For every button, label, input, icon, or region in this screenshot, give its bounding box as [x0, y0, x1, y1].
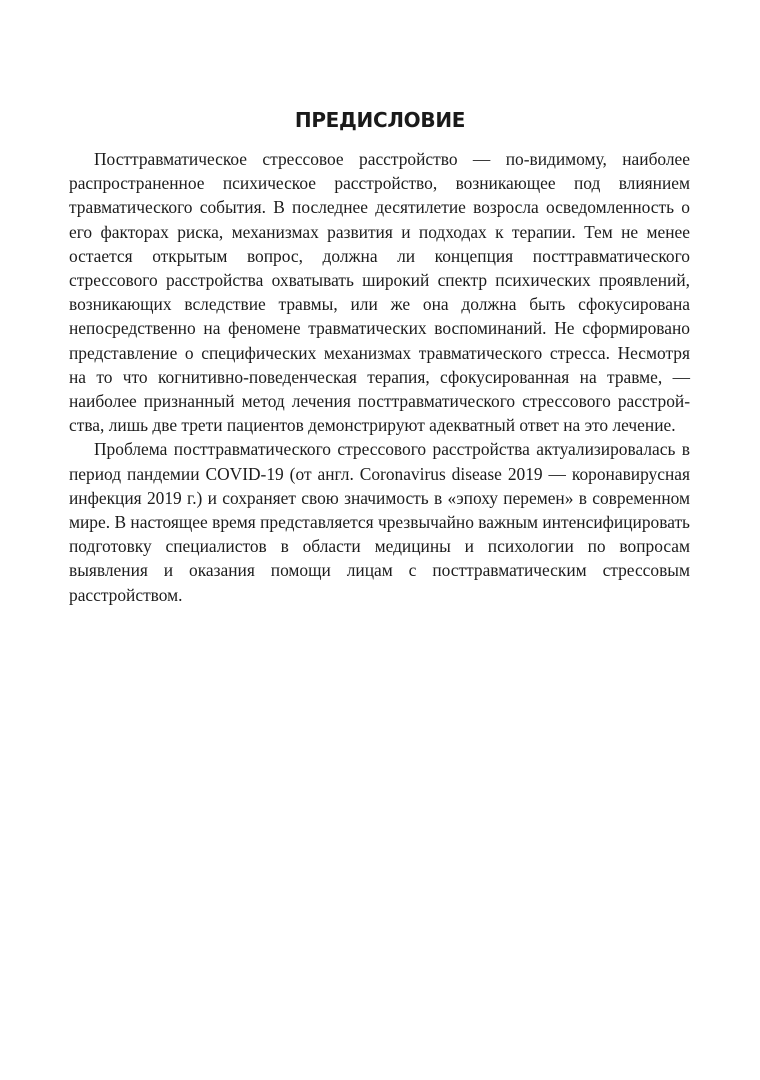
paragraph-1: Посттравматическое стрессовое расстройство — по-видимому, наиболее распространенное психическое расстройство, возникающее под влиянием травматического события. В последнее десятилетие возросла осведомленность о его факторах риска, механизмах развития и подходах к терапии. Тем не менее остается открытым вопрос, должна ли концепция посттравматического стрессового расстройства охватывать широкий спектр психических проявлений, возникающих вследствие травмы, или же она должна быть сфокусирована непосредственно на феномене травматических воспоминаний. Не сформировано представление о специфических механизмах травматического стресса. Несмотря на то что когнитивно-поведенческая терапия, сфокусированная на травме, — наиболее признанный метод лечения посттравматического стрессового расстройства, лишь две трети пациентов демонстрируют адекватный ответ на это лечение.: [69, 149, 690, 436]
page-title: ПРЕДИСЛОВИЕ: [294, 108, 466, 132]
body-text: [69, 147, 690, 607]
paragraph-2: Проблема посттравматического стрессового расстройства актуализировалась в период пандемии COVID-19 (от англ. Coronavirus disease 2019 — коронавирусная инфекция 2019 г.) и сохраняет свою значимость в «эпоху перемен» в современном мире. В настоящее время представляется чрезвычайно важным интенсифицировать подготовку специалистов в области медицины и психологии по вопросам выявления и оказания помощи лицам с посттравматическим стрессовым расстройством.: [69, 439, 690, 605]
